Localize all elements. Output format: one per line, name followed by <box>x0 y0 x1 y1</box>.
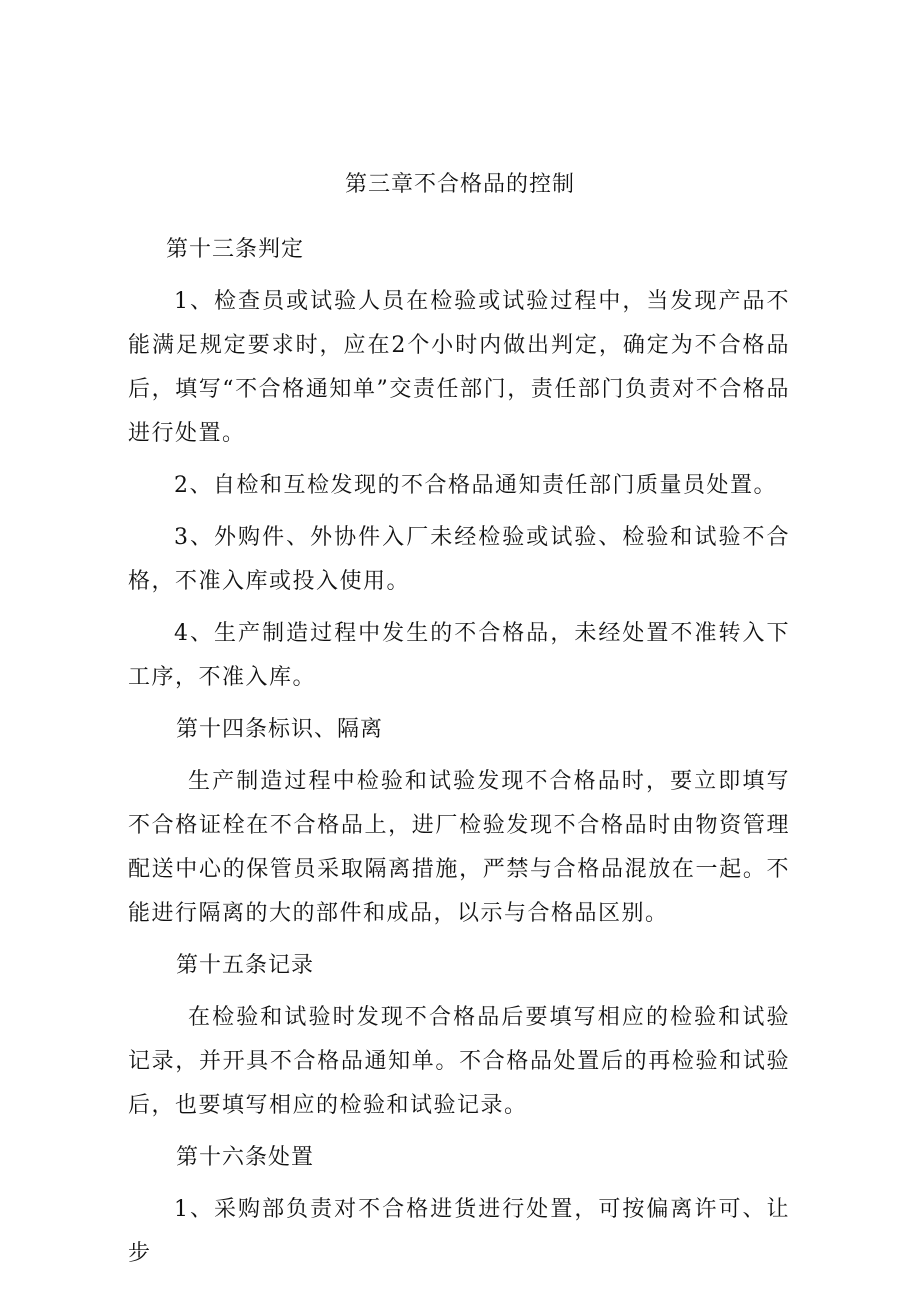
chapter-title: 第三章不合格品的控制 <box>344 172 575 197</box>
article-14-heading: 第十四条标识、隔离 <box>176 717 384 742</box>
article-16-heading: 第十六条处置 <box>176 1145 315 1170</box>
article-13-heading: 第十三条判定 <box>166 237 305 262</box>
document-body <box>128 228 790 1284</box>
article-13-item-2: 2、自检和互检发现的不合格品通知责任部门质量员处置。 <box>174 473 777 498</box>
article-13-item-4: 4、生产制造过程中发生的不合格品，未经处置不准转入下工序，不准入库。 <box>128 621 790 690</box>
article-14-paragraph: 生产制造过程中检验和试验发现不合格品时，要立即填写不合格证栓在不合格品上，进厂检验发现不合格品时由物资管理配送中心的保管员采取隔离措施，严禁与合格品混放在一起。不能进行隔离的大的部件和成品，以示与合格品区别。 <box>128 769 790 926</box>
article-16-item-1: 1、采购部负责对不合格进货进行处置，可按偏离许可、让步 <box>128 1197 790 1266</box>
article-15-paragraph: 在检验和试验时发现不合格品后要填写相应的检验和试验记录，并开具不合格品通知单。不合格品处置后的再检验和试验后，也要填写相应的检验和试验记录。 <box>128 1005 790 1118</box>
article-13-item-1: 1、检查员或试验人员在检验或试验过程中，当发现产品不能满足规定要求时，应在2个小时内做出判定，确定为不合格品后，填写“不合格通知单”交责任部门，责任部门负责对不合格品进行处置。 <box>128 289 790 446</box>
article-13-item-3: 3、外购件、外协件入厂未经检验或试验、检验和试验不合格，不准入库或投入使用。 <box>128 525 790 594</box>
article-15-heading: 第十五条记录 <box>176 953 315 978</box>
